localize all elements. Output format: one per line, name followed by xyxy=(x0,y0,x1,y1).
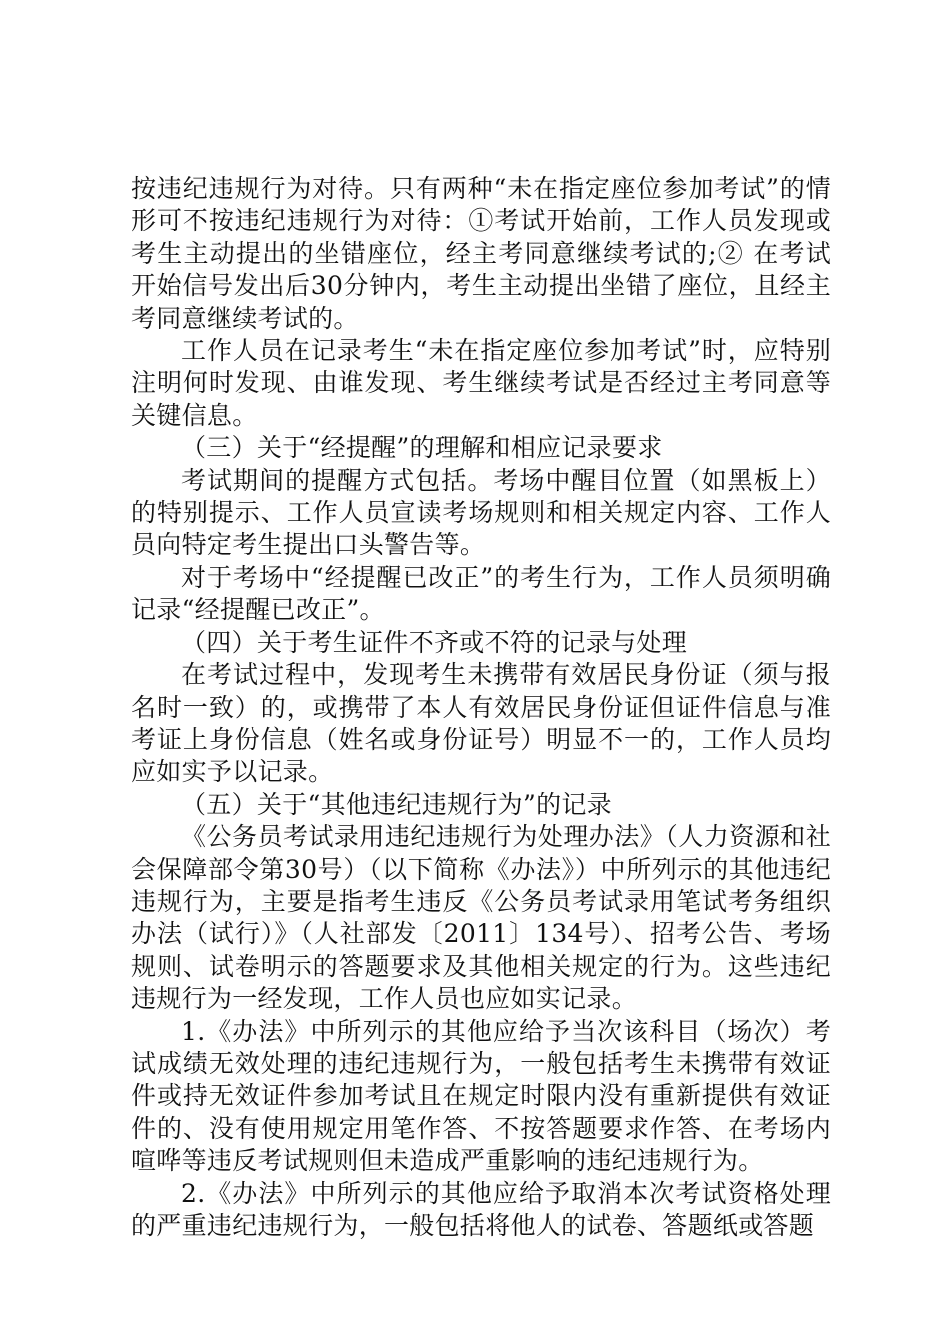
document-body xyxy=(131,173,831,1242)
paragraph-continuation: 按违纪违规行为对待。只有两种“未在指定座位参加考试”的情形可不按违纪违规行为对待：①考试开始前，工作人员发现或考生主动提出的坐错座位，经主考同意继续考试的;② 在考试开始信号发出后30分钟内，考生主动提出坐错了座位，且经主考同意继续考试的。 xyxy=(131,174,831,333)
paragraph-other-violations: 《公务员考试录用违纪违规行为处理办法》（人力资源和社会保障部令第30号）（以下简称《办法》）中所列示的其他违纪违规行为，主要是指考生违反《公务员考试录用笔试考务组织办法（试行）》（人社部发〔2011〕134号）、招考公告、考场规则、试卷明示的答题要求及其他相关规定的行为。这些违纪违规行为一经发现，工作人员也应如实记录。 xyxy=(131,822,831,1014)
paragraph-id-documents: 在考试过程中，发现考生未携带有效居民身份证（须与报名时一致）的，或携带了本人有效居民身份证但证件信息与准考证上身份信息（姓名或身份证号）明显不一的，工作人员均应如实予以记录。 xyxy=(131,660,831,787)
paragraph-reminder-record: 对于考场中“经提醒已改正”的考生行为，工作人员须明确记录“经提醒已改正”。 xyxy=(131,562,831,625)
paragraph-reminder-methods: 考试期间的提醒方式包括。考场中醒目位置（如黑板上）的特别提示、工作人员宣读考场规则和相关规定内容、工作人员向特定考生提出口头警告等。 xyxy=(131,465,831,560)
section-heading-3: （三）关于“经提醒”的理解和相应记录要求 xyxy=(181,433,663,463)
list-item-1: 1.《办法》中所列示的其他应给予当次该科目（场次）考试成绩无效处理的违纪违规行为，一般包括考生未携带有效证件或持无效证件参加考试且在规定时限内没有重新提供有效证件的、没有使用规定用笔作答、不按答题要求作答、在考场内喧哗等违反考试规则但未造成严重影响的违纪违规行为。 xyxy=(131,1016,831,1176)
list-item-2: 2.《办法》中所列示的其他应给予取消本次考试资格处理的严重违纪违规行为，一般包括将他人的试卷、答题纸或答题 xyxy=(131,1178,831,1240)
section-heading-5: （五）关于“其他违纪违规行为”的记录 xyxy=(181,789,612,819)
section-heading-4: （四）关于考生证件不齐或不符的记录与处理 xyxy=(181,627,688,657)
paragraph-record-seat: 工作人员在记录考生“未在指定座位参加考试”时，应特别注明何时发现、由谁发现、考生继续考试是否经过主考同意等关键信息。 xyxy=(131,336,831,430)
